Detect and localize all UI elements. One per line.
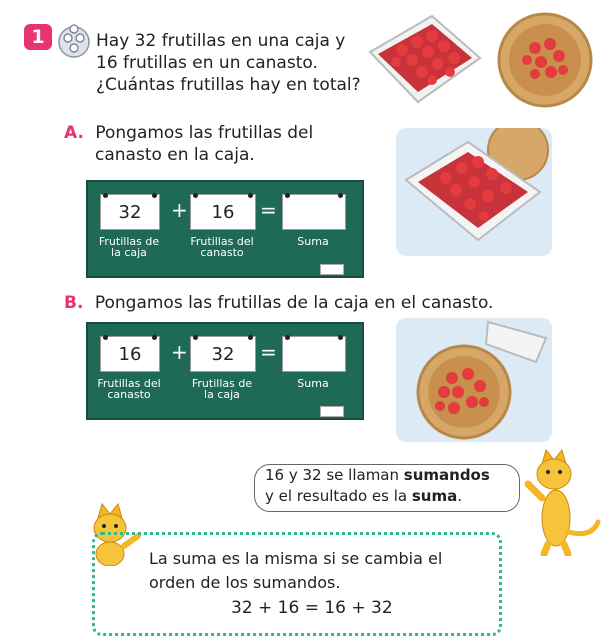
- section-b-line-1: Pongamos las frutillas de la caja en el canasto.: [94, 293, 494, 313]
- card-sum-blank[interactable]: [282, 336, 346, 372]
- problem-line-3: ¿Cuántas frutillas hay en total?: [96, 75, 361, 95]
- equals-sign: =: [260, 340, 277, 364]
- box-into-basket-photo: [396, 318, 552, 442]
- problem-line-2: 16 frutillas en un canasto.: [96, 53, 318, 73]
- caption-second: Frutillas del canasto: [190, 235, 254, 259]
- addition-board-b: [86, 322, 364, 420]
- card-first-addend: [100, 336, 160, 372]
- group-work-icon: [56, 24, 92, 58]
- card-first-value: 16: [118, 343, 142, 365]
- rule-line-2: orden de los sumandos.: [149, 573, 341, 592]
- section-a-letter: A.: [64, 123, 84, 143]
- problem-line-1: Hay 32 frutillas en una caja y: [96, 31, 346, 51]
- basket-of-strawberries-photo: [495, 10, 595, 110]
- section-a-line-2: canasto en la caja.: [95, 145, 255, 165]
- basket-into-box-photo: [396, 128, 552, 256]
- rule-box: [92, 532, 502, 636]
- caption-second: Frutillas de la caja: [191, 377, 253, 401]
- rule-line-1: La suma es la misma si se cambia el: [149, 549, 443, 568]
- card-second-value: 16: [211, 201, 235, 223]
- problem-statement: [96, 30, 376, 96]
- plus-sign: +: [171, 340, 188, 364]
- section-a-text: [64, 122, 364, 166]
- card-sum-blank[interactable]: [282, 194, 346, 230]
- section-b-letter: B.: [64, 293, 84, 313]
- section-a-line-1: Pongamos las frutillas del: [95, 123, 314, 143]
- chalk-tray: [320, 406, 344, 417]
- equals-sign: =: [260, 198, 277, 222]
- term-sumandos: sumandos: [403, 466, 490, 484]
- term-suma: suma: [411, 487, 458, 505]
- problem-number-badge: 1: [24, 24, 52, 50]
- speech-bubble: 16 y 32 se llaman sumandos y el resultado es la suma.: [254, 464, 520, 512]
- standing-cat-icon: [512, 446, 602, 556]
- caption-sum: Suma: [297, 235, 329, 248]
- box-of-strawberries-photo: [362, 10, 484, 110]
- caption-first: Frutillas de la caja: [98, 235, 160, 259]
- section-b-text: [64, 292, 504, 314]
- card-first-addend: [100, 194, 160, 230]
- caption-sum: Suma: [297, 377, 329, 390]
- card-second-value: 32: [211, 343, 235, 365]
- card-second-addend: [190, 194, 256, 230]
- chalk-tray: [320, 264, 344, 275]
- card-second-addend: [190, 336, 256, 372]
- plus-sign: +: [171, 198, 188, 222]
- rule-equation: 32 + 16 = 16 + 32: [231, 598, 393, 618]
- addition-board-a: [86, 180, 364, 278]
- caption-first: Frutillas del canasto: [97, 377, 161, 401]
- card-first-value: 32: [118, 201, 142, 223]
